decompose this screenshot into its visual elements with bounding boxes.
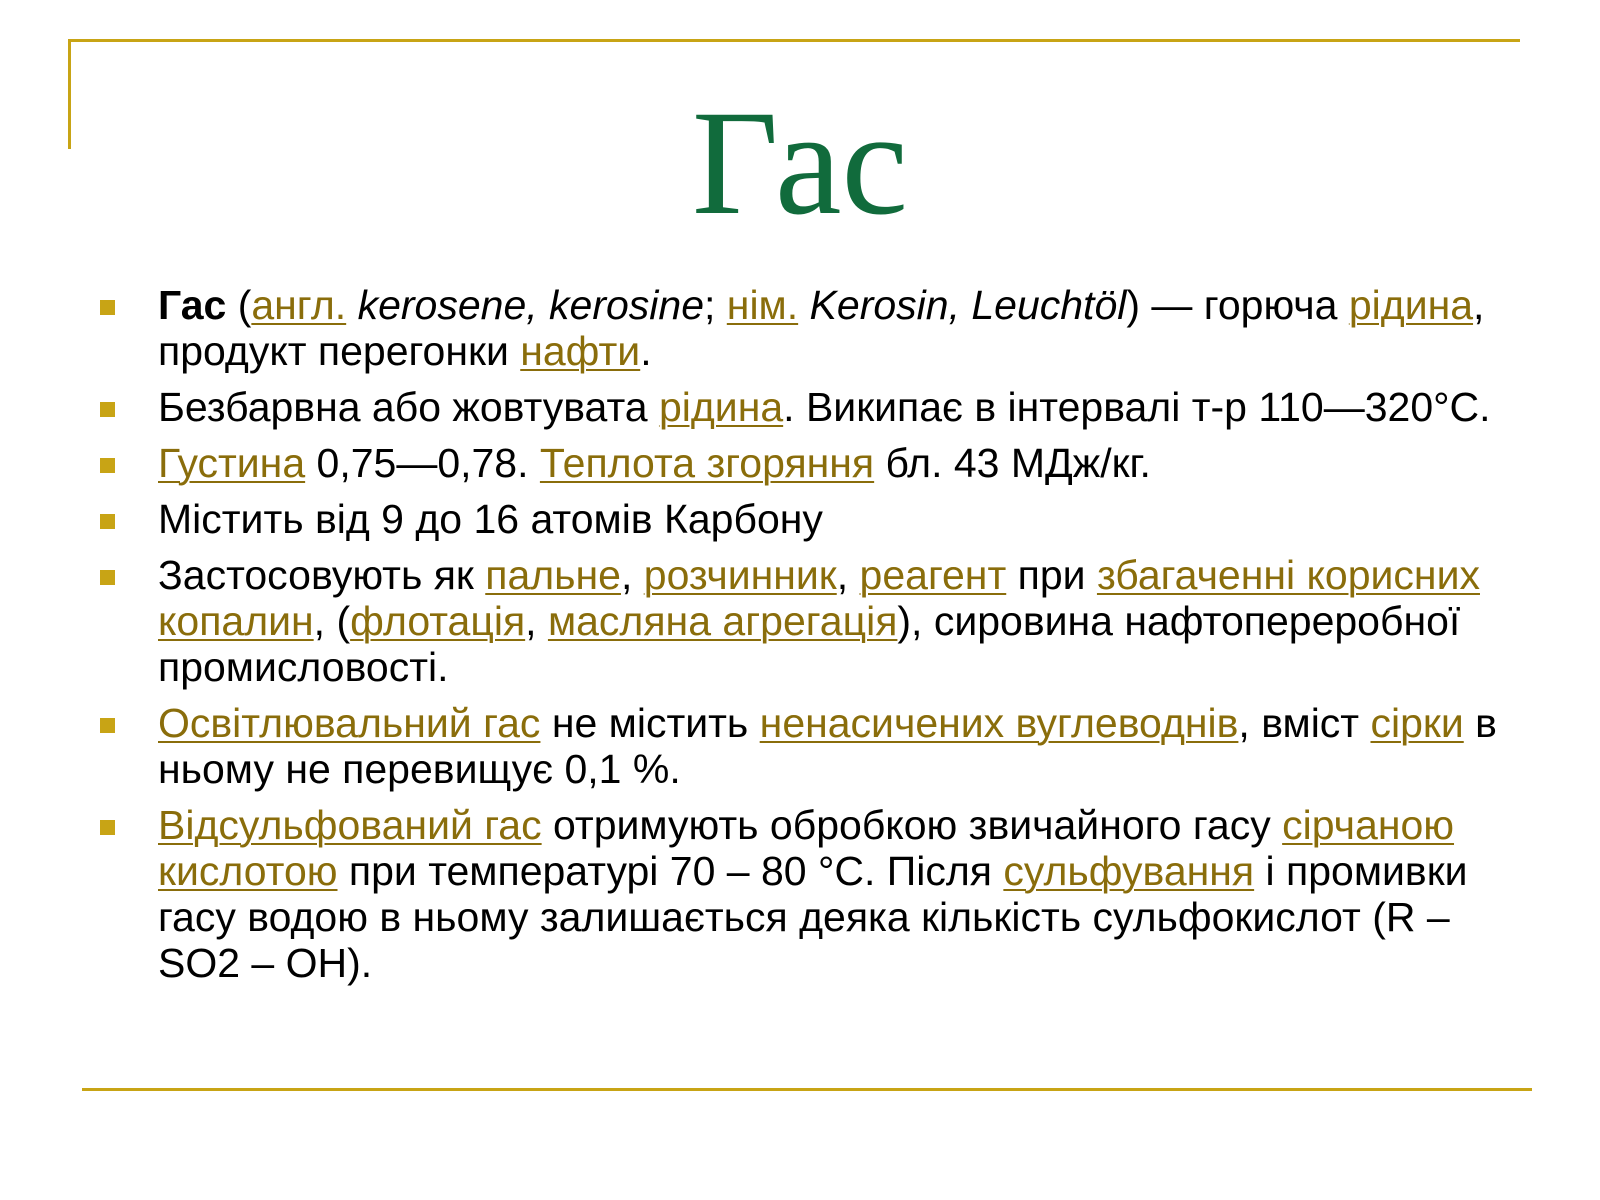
bullet-item	[96, 700, 1536, 792]
body-text: Безбарвна або жовтувата	[158, 384, 659, 430]
bullet-marker-icon	[100, 820, 115, 835]
term-link[interactable]: нафти	[520, 328, 641, 374]
bullet-marker-icon	[100, 300, 115, 315]
bullet-marker-icon	[100, 514, 115, 529]
slide-title: Гас	[691, 80, 909, 246]
term-link[interactable]: сірчаною кислотою	[158, 802, 1455, 894]
body-text: при	[1006, 552, 1097, 598]
foreign-term: kerosene, kerosine	[357, 282, 704, 328]
body-text: ,	[620, 552, 644, 598]
body-text: ,	[525, 598, 548, 644]
term-link[interactable]: рідина	[658, 384, 784, 430]
bullet-marker-icon	[100, 718, 115, 733]
term-link[interactable]: англ.	[251, 282, 347, 328]
term-link[interactable]: розчинник	[643, 552, 837, 598]
body-text: .	[640, 328, 652, 374]
body-text: при температурі 70 – 80 °С. Після	[337, 848, 1004, 894]
bullet-item	[96, 802, 1536, 986]
bullet-marker-icon	[100, 570, 115, 585]
term-link[interactable]: Теплота згоряння	[539, 440, 875, 486]
term-link[interactable]: Відсульфований гас	[158, 802, 542, 848]
frame-bottom-line	[82, 1088, 1532, 1091]
body-text: (	[226, 282, 252, 328]
frame-top-line	[68, 39, 1520, 42]
term-link[interactable]: Освітлювальний гас	[158, 700, 541, 746]
bullet-item	[96, 384, 1536, 430]
body-text: ) — горюча	[1126, 282, 1349, 328]
body-text: в ньому не перевищує 0,1 %.	[158, 700, 1497, 792]
term-link[interactable]: реагент	[859, 552, 1007, 598]
body-text	[346, 282, 357, 328]
body-text: ), сировина нафтопереробної промисловості.	[158, 598, 1461, 690]
body-text: , продукт перегонки	[158, 282, 1485, 374]
body-text: ,	[836, 552, 860, 598]
body-text: ;	[704, 282, 727, 328]
term-link[interactable]: збагаченні корисних копалин	[158, 552, 1480, 644]
body-text: бл. 43 МДж/кг.	[874, 440, 1151, 486]
term-link[interactable]: ненасичених вуглеводнів	[759, 700, 1239, 746]
term-link[interactable]: флотація	[350, 598, 526, 644]
body-text: , вміст	[1238, 700, 1371, 746]
body-text: 0,75—0,78.	[305, 440, 540, 486]
bullet-list	[96, 282, 1536, 996]
body-text: не містить	[540, 700, 760, 746]
bullet-item	[96, 552, 1536, 690]
body-text: Застосовують як	[158, 552, 486, 598]
term-link[interactable]: рідина	[1348, 282, 1474, 328]
term-link[interactable]: масляна агрегація	[547, 598, 898, 644]
foreign-term: Kerosin, Leuchtöl	[809, 282, 1127, 328]
body-text: . Википає в інтервалі т-р 110—320°С.	[783, 384, 1491, 430]
bullet-item	[96, 282, 1536, 374]
term-link[interactable]: сульфування	[1003, 848, 1255, 894]
bullet-item	[96, 496, 1536, 542]
bullet-item	[96, 440, 1536, 486]
body-text: Містить від 9 до 16 атомів Карбону	[158, 496, 823, 542]
term-link[interactable]: Густина	[158, 440, 306, 486]
body-text: отримують обробкою звичайного гасу	[541, 802, 1283, 848]
term-link[interactable]: нім.	[726, 282, 799, 328]
term-link[interactable]: пальне	[485, 552, 621, 598]
body-text	[798, 282, 809, 328]
term-link[interactable]: сірки	[1370, 700, 1464, 746]
body-text: , (	[313, 598, 351, 644]
bullet-marker-icon	[100, 402, 115, 417]
bullet-marker-icon	[100, 458, 115, 473]
term-heading: Гас	[158, 282, 227, 328]
body-text: і промивки гасу водою в ньому залишається деяка кількість сульфокислот (R – SO2 – OH).	[158, 848, 1468, 986]
